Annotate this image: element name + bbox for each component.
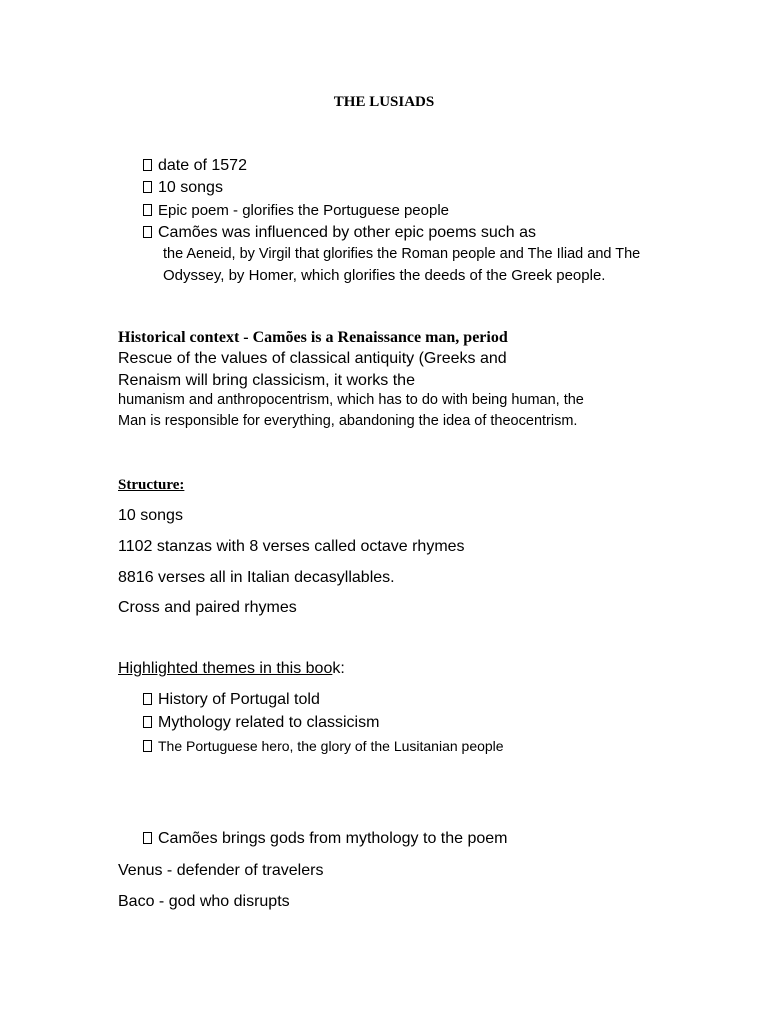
bullet-box-icon — [143, 181, 152, 193]
god-line: Venus - defender of travelers — [118, 862, 324, 879]
list-item — [143, 223, 536, 243]
page-title: THE LUSIADS — [333, 94, 435, 110]
list-item-text: Mythology related to classicism — [158, 714, 380, 731]
list-item-text: Epic poem - glorifies the Portuguese people — [158, 202, 450, 219]
bullet-box-icon — [143, 159, 152, 171]
list-item — [143, 156, 247, 176]
list-item-text: History of Portugal told — [158, 691, 320, 708]
bullet-box-icon — [143, 226, 152, 238]
structure-item: 10 songs — [118, 507, 183, 524]
list-item — [143, 713, 379, 733]
list-item — [143, 690, 320, 710]
god-line: Baco - god who disrupts — [118, 893, 290, 910]
themes-heading-rest: k: — [332, 660, 345, 677]
bullet-box-icon — [143, 832, 152, 844]
list-item-text: Camões was influenced by other epic poems such as — [158, 224, 536, 241]
list-item-text: date of 1572 — [158, 157, 247, 174]
list-item — [143, 178, 223, 198]
list-item — [143, 201, 449, 221]
paragraph-line: humanism and anthropocentrism, which has to do with being human, the — [118, 392, 584, 408]
list-item — [143, 736, 504, 756]
bullet-box-icon — [143, 716, 152, 728]
bullet-box-icon — [143, 740, 152, 752]
bullet-box-icon — [143, 693, 152, 705]
list-item-text: Camões brings gods from mythology to the poem — [158, 830, 508, 847]
structure-item: 1102 stanzas with 8 verses called octave rhymes — [118, 538, 465, 555]
section-heading-structure: Structure: — [118, 477, 185, 493]
paragraph-line: Renaism will bring classicism, it works the — [118, 372, 415, 389]
section-heading-themes — [118, 659, 345, 679]
paragraph-line: Rescue of the values of classical antiquity (Greeks and — [118, 350, 507, 367]
themes-heading-underlined: Highlighted themes in this boo — [118, 660, 333, 677]
list-item — [143, 829, 508, 849]
paragraph-line: Man is responsible for everything, abandoning the idea of theocentrism. — [118, 413, 578, 429]
structure-item: 8816 verses all in Italian decasyllables. — [118, 569, 395, 586]
continuation-text: Odyssey, by Homer, which glorifies the deeds of the Greek people. — [163, 267, 606, 284]
continuation-text: the Aeneid, by Virgil that glorifies the Roman people and The Iliad and The — [163, 246, 641, 262]
list-item-text: 10 songs — [158, 179, 223, 196]
bullet-box-icon — [143, 204, 152, 216]
section-heading-historical: Historical context - Camões is a Renaissance man, period — [118, 329, 508, 346]
structure-item: Cross and paired rhymes — [118, 599, 297, 616]
list-item-text: The Portuguese hero, the glory of the Lusitanian people — [158, 738, 504, 754]
